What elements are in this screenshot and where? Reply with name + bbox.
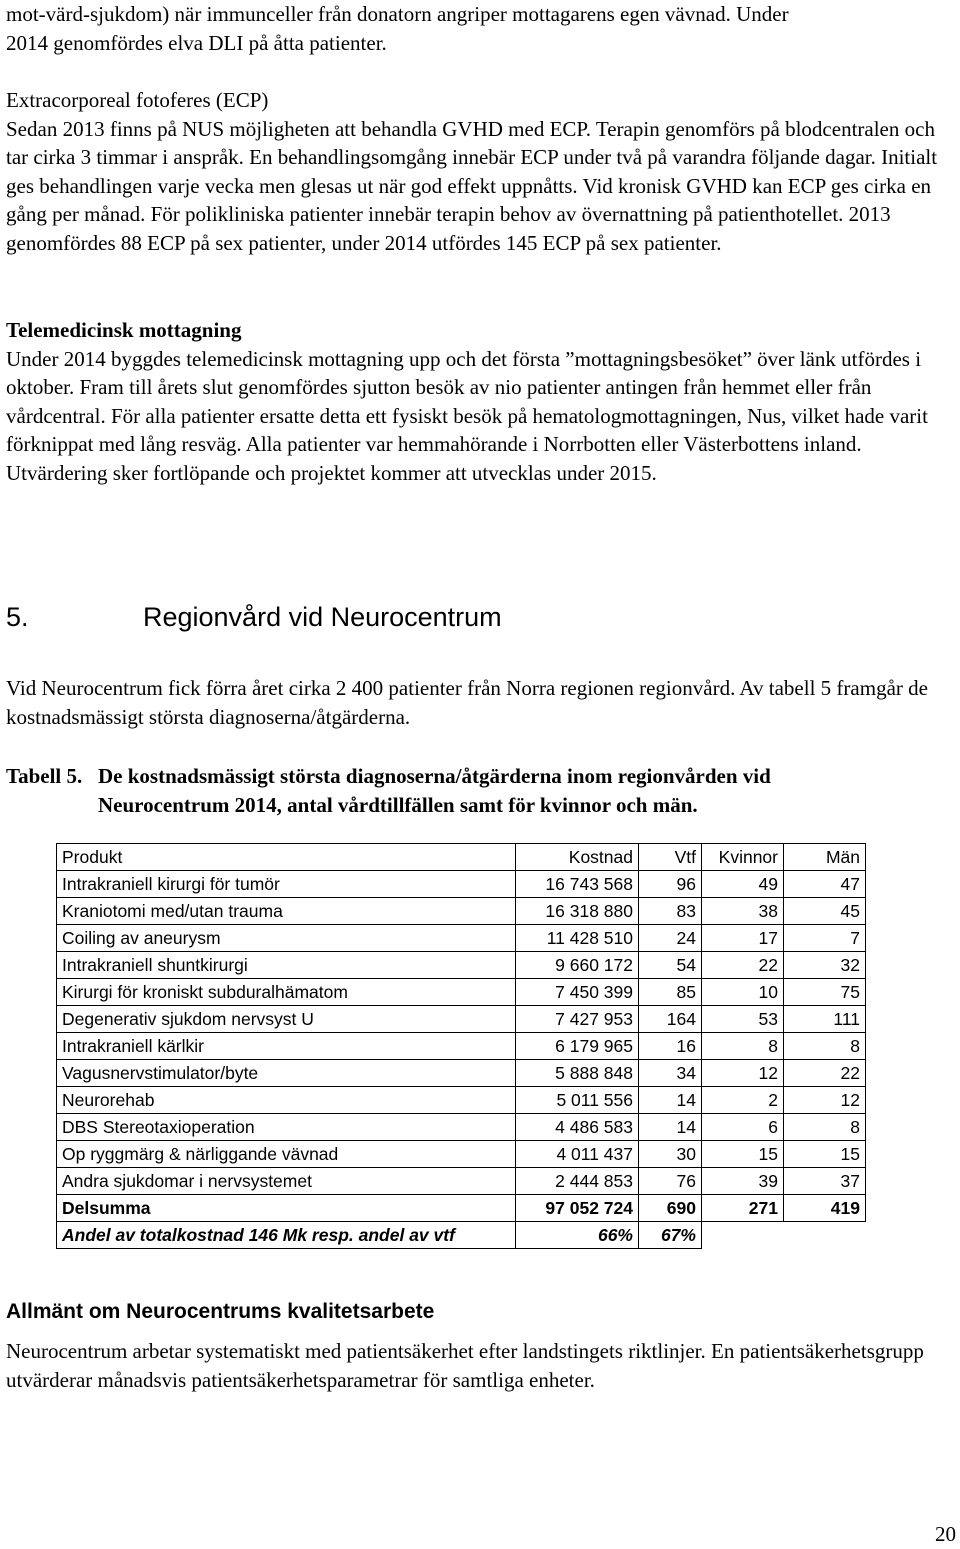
telemedicine-text: Under 2014 byggdes telemedicinsk mottagning upp och det första ”mottagningsbesöket” över länk utfördes i oktober. Fram till årets slut genomfördes sjutton besök av nio patienter antingen från hemmet eller från vårdcentral. För alla patienter ersatte detta ett fysiskt besök på hematologmottagningen, Nus, vilket hade varit förknippat med lång resväg. Alla patienter var hemmahörande i Norrbotten eller Västerbottens inland. Utvärdering sker fortlöpande och projektet kommer att utvecklas under 2015.	[6, 346, 928, 485]
table-cell: 14	[639, 1114, 702, 1141]
ecp-section	[6, 86, 956, 257]
telemedicine-section	[6, 316, 956, 487]
subtotal-cell: 690	[639, 1195, 702, 1222]
table-cell: 4 011 437	[516, 1141, 639, 1168]
quality-paragraph	[6, 1337, 956, 1394]
table-cell: Op ryggmärg & närliggande vävnad	[57, 1141, 516, 1168]
section-5-title: Regionvård vid Neurocentrum	[143, 602, 502, 632]
table-caption-line-1: De kostnadsmässigt största diagnoserna/åtgärderna inom regionvården vid	[98, 764, 771, 788]
section-5-number: 5.	[6, 602, 29, 632]
table-cell: Intrakraniell kärlkir	[57, 1033, 516, 1060]
table-cell: 111	[784, 1006, 866, 1033]
table-caption-label: Tabell 5.	[6, 764, 83, 788]
table-row	[57, 1060, 866, 1087]
telemedicine-heading: Telemedicinsk mottagning	[6, 318, 242, 342]
table-cell: 8	[784, 1033, 866, 1060]
table-subtotal-row	[57, 1195, 866, 1222]
table-cell: 9 660 172	[516, 952, 639, 979]
table-cell: 11 428 510	[516, 925, 639, 952]
table-row	[57, 1114, 866, 1141]
header-cell: Kvinnor	[702, 844, 784, 871]
share-cell: Andel av totalkostnad 146 Mk resp. andel av vtf	[57, 1222, 516, 1249]
table-cell: 7	[784, 925, 866, 952]
share-cell: 67%	[639, 1222, 702, 1249]
table-row	[57, 1168, 866, 1195]
table-cell: 12	[702, 1060, 784, 1087]
header-cell: Vtf	[639, 844, 702, 871]
table-cell: 39	[702, 1168, 784, 1195]
table-row	[57, 1087, 866, 1114]
table-cell: 16 318 880	[516, 898, 639, 925]
table-cell: 85	[639, 979, 702, 1006]
table-cell: Intrakraniell shuntkirurgi	[57, 952, 516, 979]
table-cell: 54	[639, 952, 702, 979]
table-cell: 37	[784, 1168, 866, 1195]
table-caption	[6, 762, 946, 819]
table-header-row	[57, 844, 866, 871]
table-row	[57, 1141, 866, 1168]
section-5-paragraph	[6, 674, 956, 731]
table-cell: 6 179 965	[516, 1033, 639, 1060]
table-cell: 10	[702, 979, 784, 1006]
table-cell: 47	[784, 871, 866, 898]
table-cell: 45	[784, 898, 866, 925]
section-5-heading	[6, 602, 502, 633]
cost-table	[56, 843, 866, 1249]
table-cell: 4 486 583	[516, 1114, 639, 1141]
table-cell: 164	[639, 1006, 702, 1033]
table-cell: Intrakraniell kirurgi för tumör	[57, 871, 516, 898]
table-row	[57, 1006, 866, 1033]
subtotal-cell: 419	[784, 1195, 866, 1222]
quality-text: Neurocentrum arbetar systematiskt med patientsäkerhet efter landstingets riktlinjer. En patientsäkerhetsgrupp utvärderar månadsvis patientsäkerhetsparametrar för samtliga enheter.	[6, 1339, 924, 1392]
table-cell: 22	[784, 1060, 866, 1087]
table-cell: Kraniotomi med/utan trauma	[57, 898, 516, 925]
table-cell: 34	[639, 1060, 702, 1087]
header-cell: Produkt	[57, 844, 516, 871]
table-cell: 6	[702, 1114, 784, 1141]
table-row	[57, 871, 866, 898]
table-row	[57, 925, 866, 952]
table-cell: 5 011 556	[516, 1087, 639, 1114]
share-cell-empty	[702, 1222, 784, 1249]
table-share-row	[57, 1222, 866, 1249]
table-cell: Degenerativ sjukdom nervsyst U	[57, 1006, 516, 1033]
table-cell: 2 444 853	[516, 1168, 639, 1195]
section-5-text: Vid Neurocentrum fick förra året cirka 2 400 patienter från Norra regionen regionvård. Av tabell 5 framgår de kostnadsmässigt största diagnoserna/åtgärderna.	[6, 676, 928, 729]
table-cell: 32	[784, 952, 866, 979]
share-cell: 66%	[516, 1222, 639, 1249]
subtotal-cell: 271	[702, 1195, 784, 1222]
header-cell: Män	[784, 844, 866, 871]
table-cell: 96	[639, 871, 702, 898]
table-row	[57, 1033, 866, 1060]
table-cell: 2	[702, 1087, 784, 1114]
subtotal-cell: 97 052 724	[516, 1195, 639, 1222]
table-row	[57, 898, 866, 925]
table-cell: 76	[639, 1168, 702, 1195]
table-cell: 12	[784, 1087, 866, 1114]
table-row	[57, 952, 866, 979]
table-cell: 14	[639, 1087, 702, 1114]
table-cell: DBS Stereotaxioperation	[57, 1114, 516, 1141]
table-cell: Neurorehab	[57, 1087, 516, 1114]
table-cell: 7 427 953	[516, 1006, 639, 1033]
table-cell: Vagusnervstimulator/byte	[57, 1060, 516, 1087]
share-cell-empty	[784, 1222, 866, 1249]
table-row	[57, 979, 866, 1006]
table-cell: Andra sjukdomar i nervsystemet	[57, 1168, 516, 1195]
quality-heading: Allmänt om Neurocentrums kvalitetsarbete	[6, 1300, 435, 1323]
table-cell: 38	[702, 898, 784, 925]
table-cell: 22	[702, 952, 784, 979]
subtotal-cell: Delsumma	[57, 1195, 516, 1222]
table-cell: Coiling av aneurysm	[57, 925, 516, 952]
ecp-text: Sedan 2013 finns på NUS möjligheten att behandla GVHD med ECP. Terapin genomförs på blodcentralen och tar cirka 3 timmar i anspråk. En behandlingsomgång innebär ECP under två på varandra följande dagar. Initialt ges behandlingen varje vecka men glesas ut när god effekt uppnåtts. Vid kronisk GVHD kan ECP ges cirka en gång per månad. För polikliniska patienter innebär terapin behov av övernattning på patienthotellet. 2013 genomfördes 88 ECP på sex patienter, under 2014 utfördes 145 ECP på sex patienter.	[6, 116, 938, 255]
table-cell: Kirurgi för kroniskt subduralhämatom	[57, 979, 516, 1006]
table-cell: 8	[702, 1033, 784, 1060]
table-cell: 30	[639, 1141, 702, 1168]
table-cell: 16 743 568	[516, 871, 639, 898]
page-number: 20	[935, 1522, 956, 1546]
table-cell: 15	[702, 1141, 784, 1168]
intro-paragraph	[6, 0, 956, 57]
table-cell: 83	[639, 898, 702, 925]
table-caption-line-2: Neurocentrum 2014, antal vårdtillfällen samt för kvinnor och män.	[98, 792, 698, 817]
table-cell: 49	[702, 871, 784, 898]
table-cell: 5 888 848	[516, 1060, 639, 1087]
table-cell: 16	[639, 1033, 702, 1060]
table-cell: 24	[639, 925, 702, 952]
table-cell: 53	[702, 1006, 784, 1033]
ecp-heading: Extracorporeal fotoferes (ECP)	[6, 88, 269, 112]
table-cell: 15	[784, 1141, 866, 1168]
table-cell: 75	[784, 979, 866, 1006]
header-cell: Kostnad	[516, 844, 639, 871]
table-cell: 17	[702, 925, 784, 952]
intro-line-1: mot-värd-sjukdom) när immunceller från donatorn angriper mottagarens egen vävnad. Under	[6, 2, 789, 26]
table-cell: 8	[784, 1114, 866, 1141]
table-cell: 7 450 399	[516, 979, 639, 1006]
intro-line-2: 2014 genomfördes elva DLI på åtta patienter.	[6, 30, 387, 55]
